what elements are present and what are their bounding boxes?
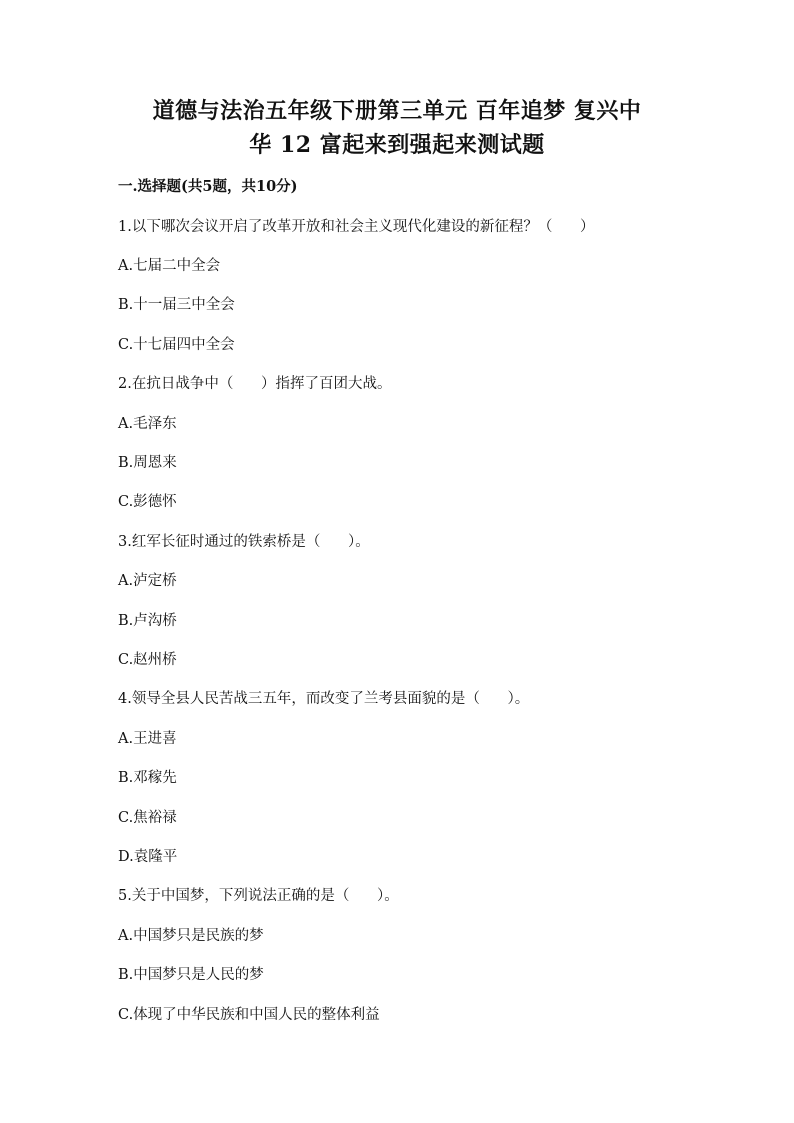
question-3-option-a: A.泸定桥	[118, 573, 177, 589]
question-1-option-c: C.十七届四中全会	[118, 337, 235, 353]
question-2-option-a: A.毛泽东	[118, 416, 177, 432]
question-4-option-a: A.王进喜	[118, 731, 177, 747]
question-5-option-c: C.体现了中华民族和中国人民的整体利益	[118, 1007, 380, 1023]
question-4-stem: 4.领导全县人民苦战三五年，而改变了兰考县面貌的是（ ）。	[118, 691, 530, 707]
question-2-stem: 2.在抗日战争中（ ）指挥了百团大战。	[118, 376, 392, 392]
question-2-option-c: C.彭德怀	[118, 494, 177, 510]
question-4-option-b: B.邓稼先	[118, 770, 177, 786]
document-title-line-2: 华 12 富起来到强起来测试题	[249, 132, 545, 158]
question-3-option-c: C.赵州桥	[118, 652, 177, 668]
question-4-option-d: D.袁隆平	[118, 849, 178, 865]
question-1-stem: 1.以下哪次会议开启了改革开放和社会主义现代化建设的新征程？（ ）	[118, 219, 595, 235]
question-2-option-b: B.周恩来	[118, 455, 177, 471]
document-title-line-1: 道德与法治五年级下册第三单元 百年追梦 复兴中	[152, 98, 642, 124]
question-3-option-b: B.卢沟桥	[118, 613, 177, 629]
question-1-option-a: A.七届二中全会	[118, 258, 221, 274]
question-4-option-c: C.焦裕禄	[118, 810, 177, 826]
question-5-option-b: B.中国梦只是人民的梦	[118, 967, 264, 983]
question-1-option-b: B.十一届三中全会	[118, 297, 235, 313]
question-3-stem: 3.红军长征时通过的铁索桥是（ ）。	[118, 534, 370, 550]
question-5-option-a: A.中国梦只是民族的梦	[118, 928, 264, 944]
section-heading: 一.选择题(共5题，共10分)	[118, 178, 298, 195]
question-5-stem: 5.关于中国梦，下列说法正确的是（ ）。	[118, 888, 399, 904]
